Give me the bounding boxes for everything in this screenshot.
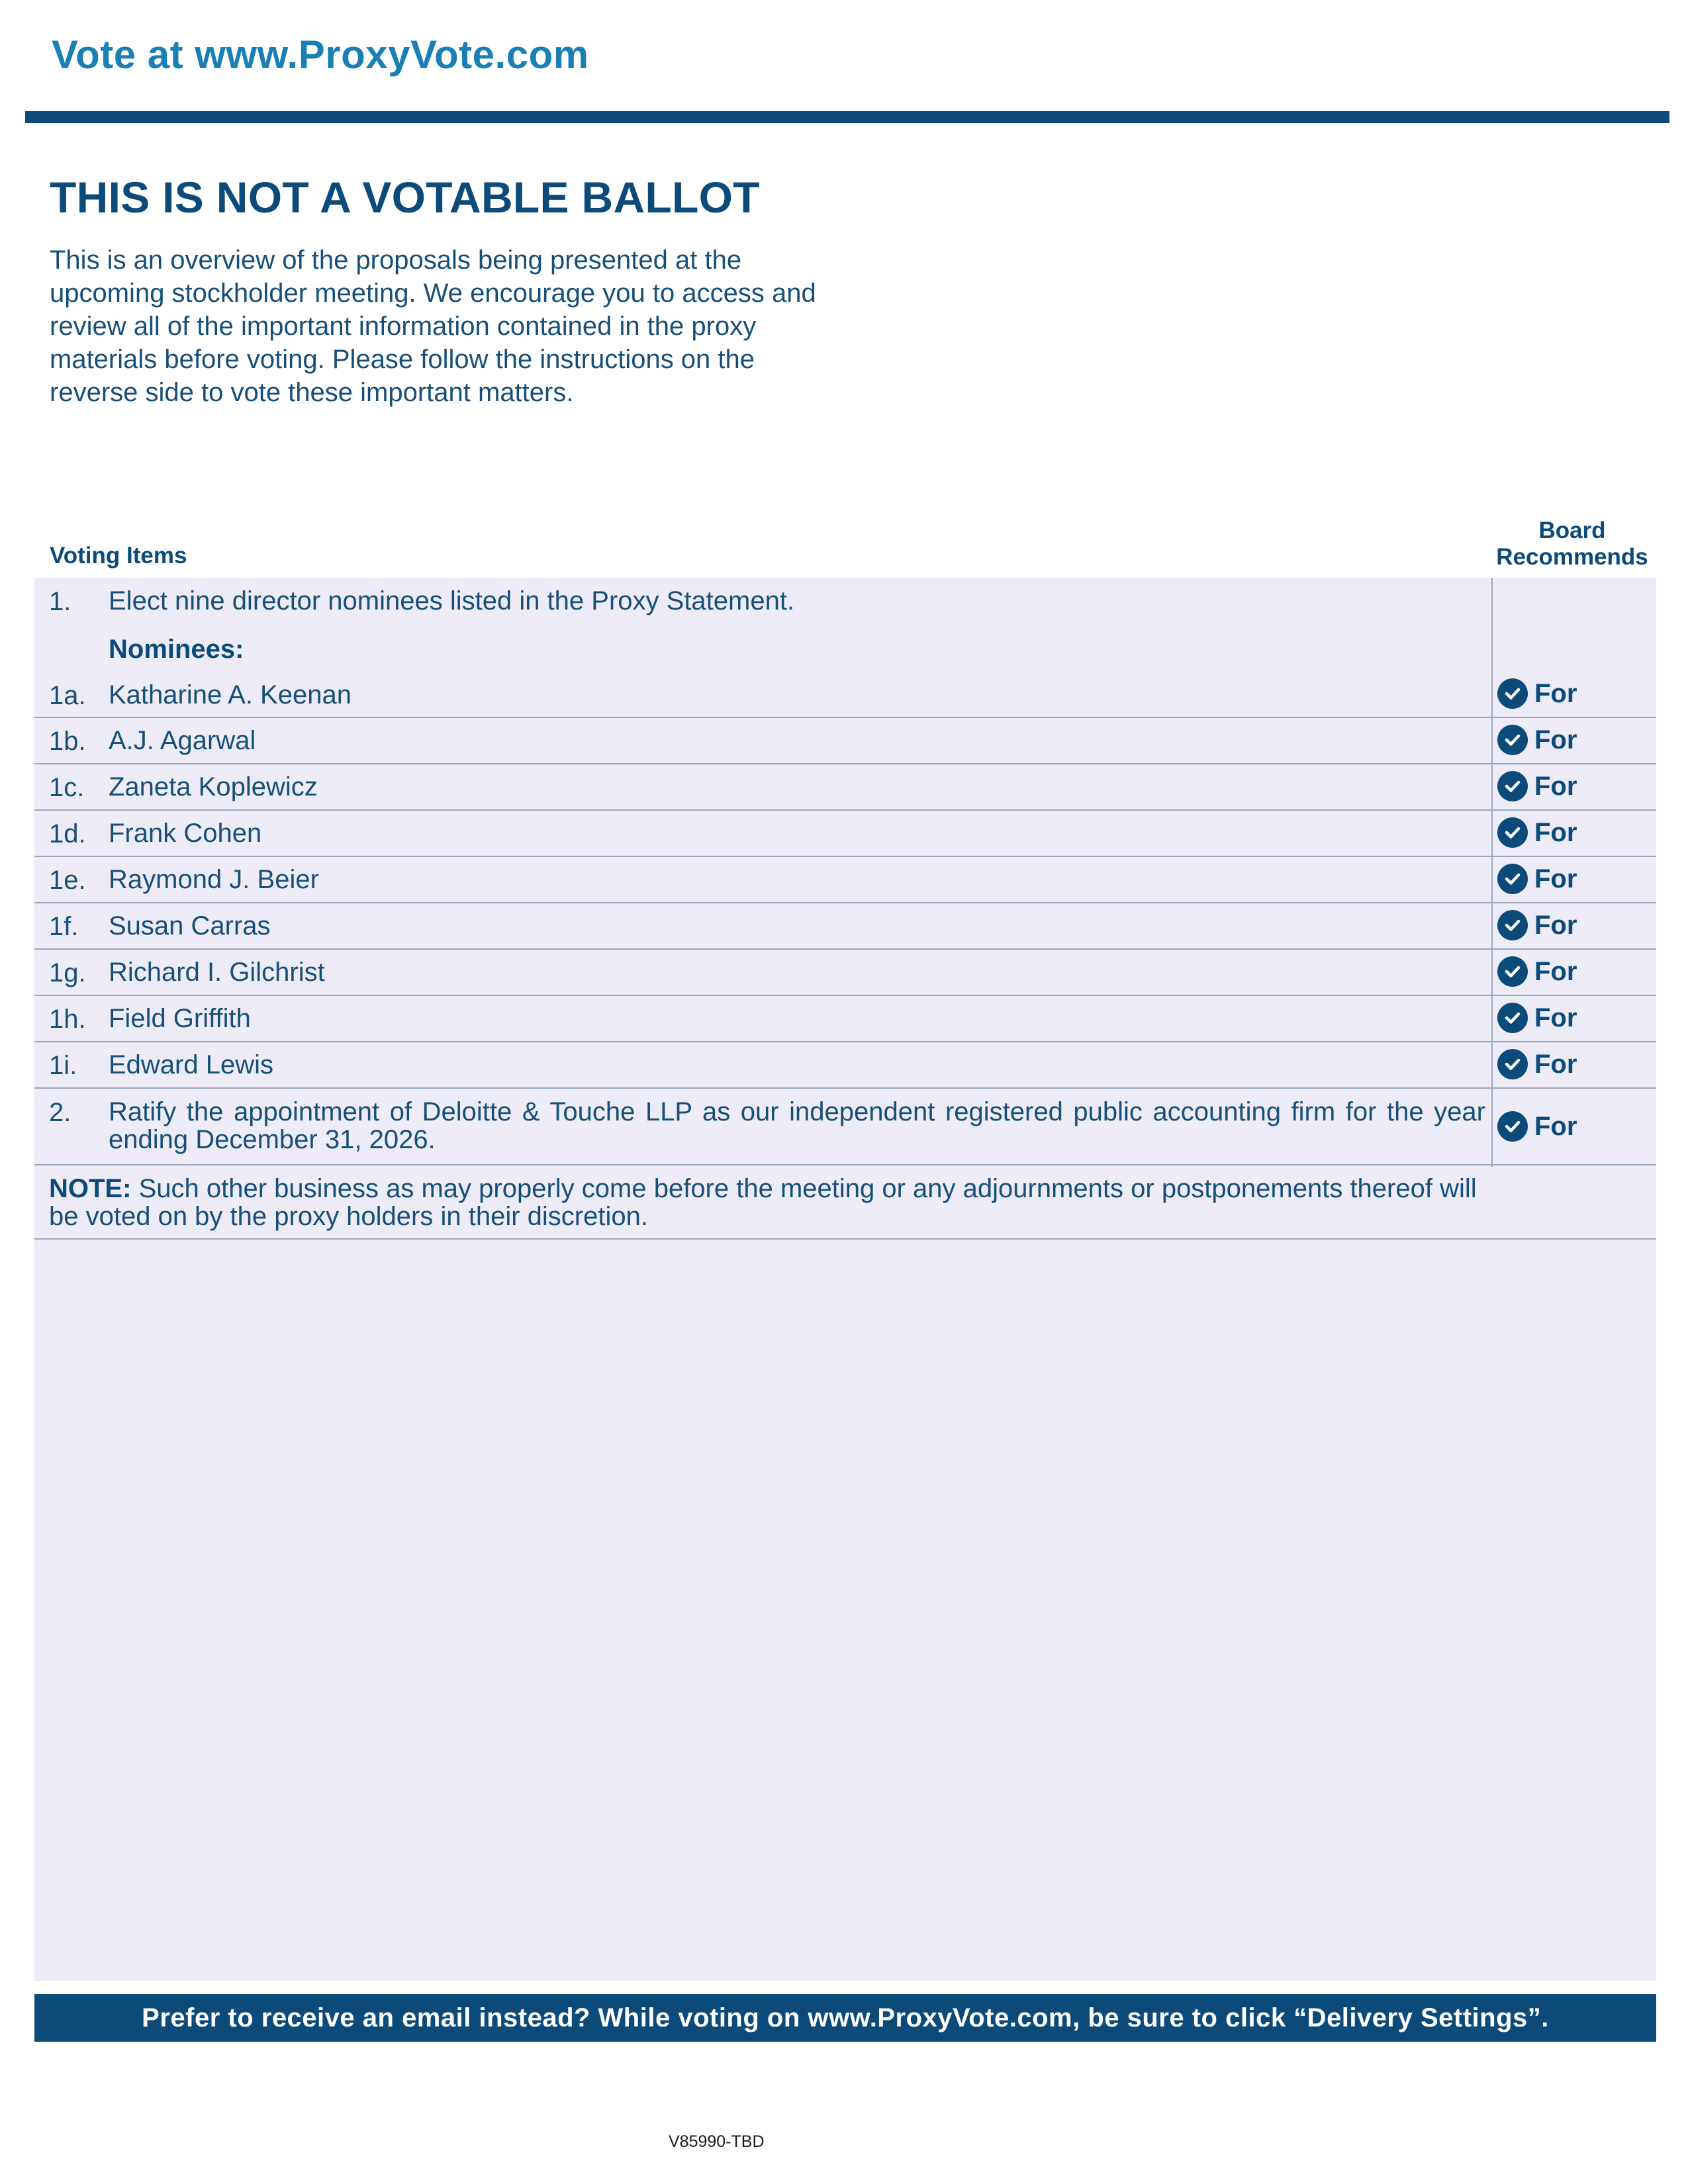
nominee-number: 1i. <box>49 1051 77 1080</box>
nominee-number: 1d. <box>49 819 86 848</box>
voting-items-panel <box>34 578 1656 1981</box>
recommendation <box>1497 725 1577 755</box>
proposal-number: 1. <box>49 587 71 616</box>
nominee-row <box>34 903 1656 950</box>
nominee-name: Richard I. Gilchrist <box>109 958 325 987</box>
nominee-name: Frank Cohen <box>109 819 262 848</box>
board-header-line1: Board <box>1538 518 1606 543</box>
proposal-text: Elect nine director nominees listed in the Proxy Statement. <box>109 586 795 615</box>
checkmark-icon <box>1497 725 1528 755</box>
proposal-text: Ratify the appointment of Deloitte & Touche LLP as our independent registered public accounting firm for the year ending December 31, 2026. <box>109 1097 1485 1154</box>
recommendation-label: For <box>1534 1111 1577 1141</box>
nominee-number: 1c. <box>49 773 85 802</box>
note-row <box>34 1165 1656 1240</box>
voting-items-header: Voting Items <box>50 543 187 569</box>
nominee-row <box>34 996 1656 1042</box>
recommendation <box>1497 678 1577 709</box>
nominee-row <box>34 1042 1656 1089</box>
note-label: NOTE: <box>49 1174 132 1203</box>
checkmark-icon <box>1497 956 1528 987</box>
proposal-1-row <box>34 578 1656 718</box>
recommendation <box>1497 1003 1577 1033</box>
recommendation-label: For <box>1534 817 1577 847</box>
recommendation <box>1497 771 1577 801</box>
nominee-name: Zaneta Koplewicz <box>109 772 318 801</box>
nominee-row <box>34 811 1656 857</box>
document-code: V85990-TBD <box>669 2132 765 2151</box>
recommendation <box>1497 910 1577 940</box>
email-delivery-banner <box>34 1994 1656 2042</box>
nominee-number: 1a. <box>49 681 86 710</box>
recommendation <box>1497 864 1577 894</box>
board-recommends-header <box>1489 518 1655 570</box>
checkmark-icon <box>1497 1003 1528 1033</box>
checkmark-icon <box>1497 864 1528 894</box>
banner-text: Prefer to receive an email instead? While voting on www.ProxyVote.com, be sure to click “Delivery Settings”. <box>142 2003 1549 2032</box>
nominee-number: 1f. <box>49 912 79 941</box>
nominee-row <box>34 857 1656 903</box>
recommendation-label: For <box>1534 910 1577 940</box>
recommendation-label: For <box>1534 864 1577 893</box>
nominee-name: Susan Carras <box>109 911 271 940</box>
nominee-row <box>34 718 1656 764</box>
nominee-number: 1e. <box>49 866 86 895</box>
note-body: Such other business as may properly come before the meeting or any adjournments or postponements thereof will be voted on by the proxy holders in their discretion. <box>49 1174 1477 1231</box>
nominee-name: A.J. Agarwal <box>109 726 256 755</box>
recommendation-label: For <box>1534 956 1577 986</box>
nominee-name: Raymond J. Beier <box>109 865 319 894</box>
recommendation-label: For <box>1534 678 1577 708</box>
recommendation <box>1497 956 1577 987</box>
nominee-number: 1g. <box>49 958 86 987</box>
header-divider <box>25 111 1669 123</box>
proposal-number: 2. <box>49 1098 71 1127</box>
recommendation-label: For <box>1534 1049 1577 1079</box>
recommendation <box>1497 817 1577 848</box>
checkmark-icon <box>1497 678 1528 709</box>
proposal-2-row <box>34 1089 1656 1165</box>
recommendation-label: For <box>1534 725 1577 754</box>
checkmark-icon <box>1497 1049 1528 1079</box>
checkmark-icon <box>1497 1111 1528 1142</box>
checkmark-icon <box>1497 910 1528 940</box>
vote-url-heading: Vote at www.ProxyVote.com <box>52 32 589 77</box>
recommendation-label: For <box>1534 1003 1577 1032</box>
recommendation-label: For <box>1534 771 1577 801</box>
recommendation <box>1497 1049 1577 1079</box>
nominee-row <box>34 764 1656 811</box>
nominee-name: Katharine A. Keenan <box>109 680 352 709</box>
nominee-name: Field Griffith <box>109 1004 251 1033</box>
nominee-row <box>34 950 1656 996</box>
intro-paragraph: This is an overview of the proposals being presented at the upcoming stockholder meeting. We encourage you to access and review all of the important information contained in the proxy materials before voting. Please follow the instructions on the reverse side to vote these important matters. <box>50 246 816 407</box>
recommendation <box>1497 1111 1577 1142</box>
nominee-number: 1b. <box>49 727 86 756</box>
board-header-line2: Recommends <box>1496 544 1648 570</box>
checkmark-icon <box>1497 771 1528 801</box>
checkmark-icon <box>1497 817 1528 848</box>
nominees-label: Nominees: <box>109 635 244 664</box>
page-title: THIS IS NOT A VOTABLE BALLOT <box>50 173 760 222</box>
nominee-number: 1h. <box>49 1005 86 1034</box>
nominee-name: Edward Lewis <box>109 1050 274 1079</box>
note-text <box>49 1175 1492 1230</box>
